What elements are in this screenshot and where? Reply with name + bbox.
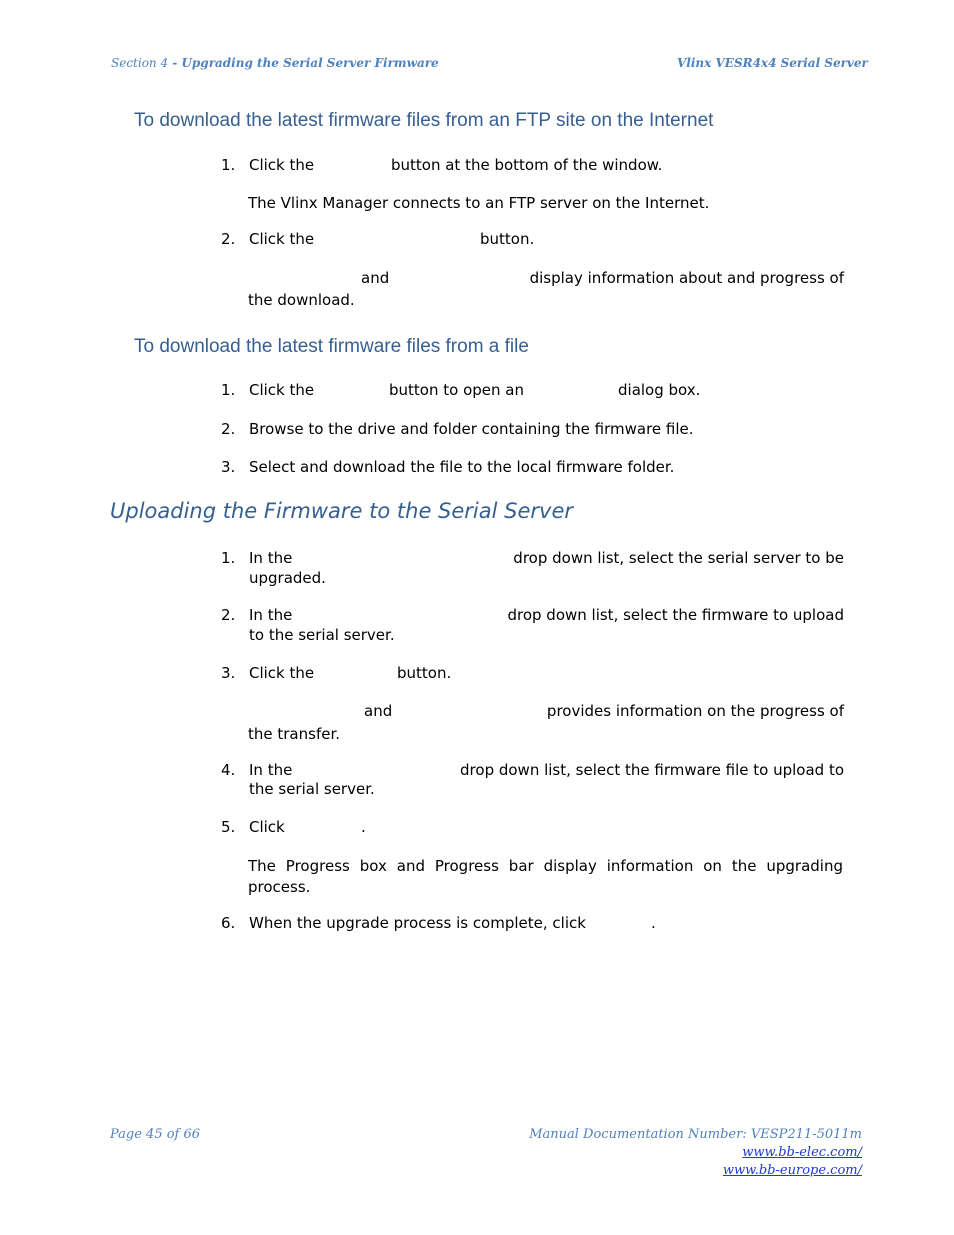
upload-step4-text-a: In the <box>249 761 293 779</box>
upload-step4-text-b: drop down list, select the firmware file to upload to <box>460 761 844 779</box>
upload-step6-text-b: . <box>651 914 656 932</box>
ftp-step1-text-a: Click the <box>249 156 315 174</box>
upload-note3-text: provides information on the progress of <box>546 702 844 720</box>
section-title: - Upgrading the Serial Server Firmware <box>168 56 439 70</box>
running-header-section <box>111 56 439 70</box>
page-number: Page 45 of 66 <box>110 1127 201 1142</box>
link-bb-europe[interactable]: www.bb-europe.com/ <box>722 1163 862 1178</box>
upload-step1-text-a: In the <box>249 549 293 567</box>
upload-step1-text-b: drop down list, select the serial server to be <box>513 549 844 567</box>
ftp-heading: To download the latest firmware files from an FTP site on the Internet <box>134 110 714 131</box>
upload-step3-text-a: Click the <box>249 664 315 682</box>
file-heading: To download the latest firmware files from a file <box>134 336 529 357</box>
upload-note5-text: The Progress box and Progress bar display information on the upgrading <box>248 857 843 875</box>
doc-number: Manual Documentation Number: VESP211-5011m <box>529 1127 862 1142</box>
list-number: 1. <box>221 381 236 399</box>
upload-step1-text-c: upgraded. <box>249 569 326 587</box>
upload-step2-text-b: drop down list, select the firmware to upload <box>507 606 844 624</box>
list-number: 2. <box>221 420 236 438</box>
ftp-note2-end: the download. <box>248 291 355 309</box>
ftp-step2-text-b: button. <box>480 230 535 248</box>
ftp-step2-text-a: Click the <box>249 230 315 248</box>
upload-note5-end: process. <box>248 878 311 896</box>
list-number: 3. <box>221 458 236 476</box>
upload-heading: Uploading the Firmware to the Serial Server <box>110 499 574 523</box>
upload-step4-text-c: the serial server. <box>249 780 375 798</box>
upload-step6-text-a: When the upgrade process is complete, click <box>249 914 586 932</box>
product-name: Vlinx VESR4x4 Serial Server <box>677 56 868 70</box>
list-number: 2. <box>221 230 236 248</box>
upload-step5-text-a: Click <box>249 818 285 836</box>
file-step1-text-b: button to open an <box>389 381 524 399</box>
upload-step5-text-b: . <box>361 818 366 836</box>
file-step1-text-a: Click the <box>249 381 315 399</box>
link-bb-elec[interactable]: www.bb-elec.com/ <box>742 1145 862 1160</box>
upload-step3-text-b: button. <box>397 664 452 682</box>
file-step2-text: Browse to the drive and folder containing the firmware file. <box>249 420 694 438</box>
file-step3-text: Select and download the file to the local firmware folder. <box>249 458 675 476</box>
list-number: 5. <box>221 818 236 836</box>
file-step1-text-c: dialog box. <box>618 381 701 399</box>
ftp-step1-note: The Vlinx Manager connects to an FTP server on the Internet. <box>248 194 710 212</box>
section-prefix: Section 4 <box>111 56 169 70</box>
list-number: 1. <box>221 156 236 174</box>
list-number: 4. <box>221 761 236 779</box>
ftp-step1-text-b: button at the bottom of the window. <box>391 156 663 174</box>
list-number: 1. <box>221 549 236 567</box>
list-number: 2. <box>221 606 236 624</box>
running-header-product <box>677 56 868 70</box>
ftp-note2-text: display information about and progress of <box>529 269 844 287</box>
upload-note3-and: and <box>364 702 393 720</box>
list-number: 3. <box>221 664 236 682</box>
upload-step2-text-c: to the serial server. <box>249 626 395 644</box>
list-number: 6. <box>221 914 236 932</box>
ftp-note2-and: and <box>361 269 390 287</box>
upload-step2-text-a: In the <box>249 606 293 624</box>
upload-note3-end: the transfer. <box>248 725 341 743</box>
